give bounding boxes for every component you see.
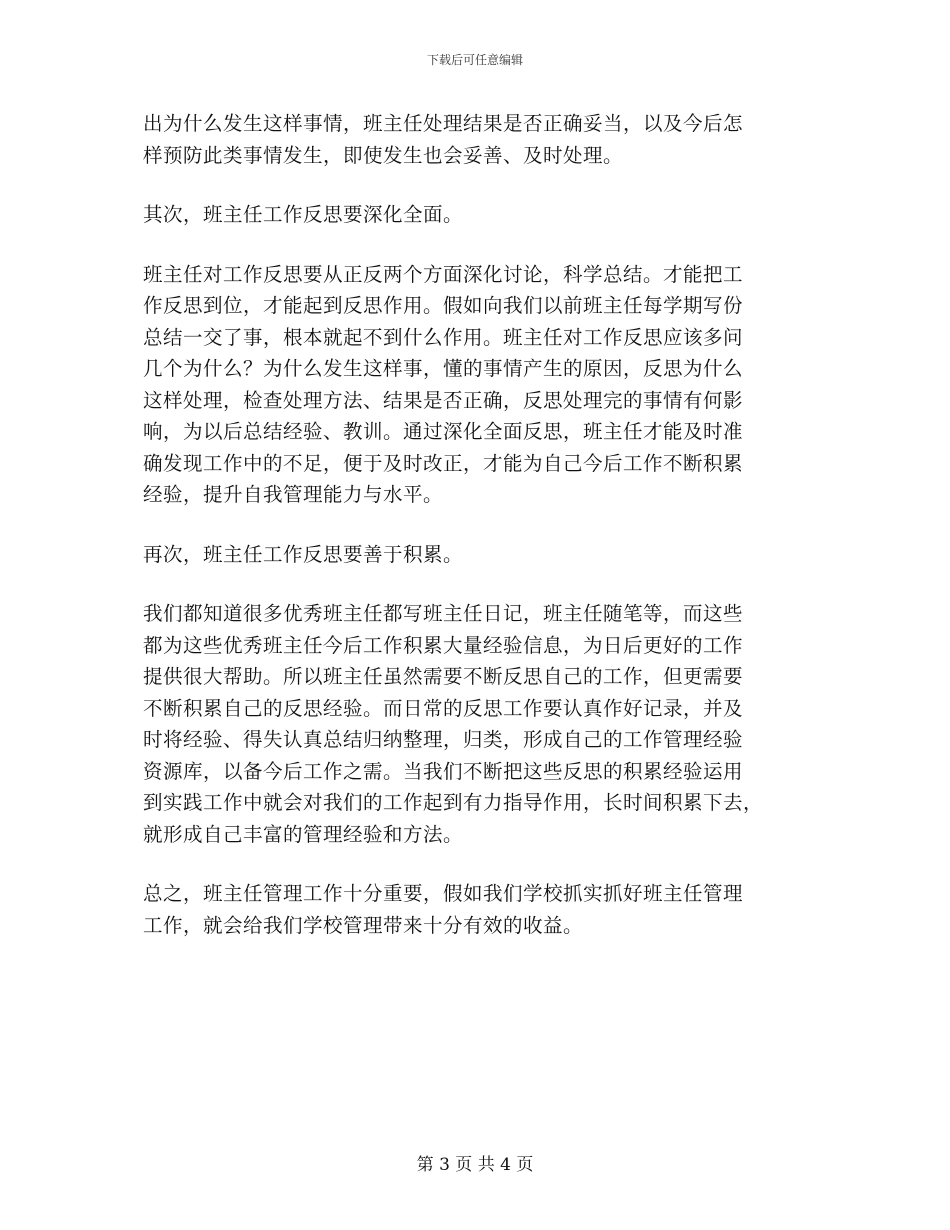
text-line: 几个为什么？为什么发生这样事，懂的事情产生的原因，反思为什么	[143, 357, 744, 380]
page-header: 下载后可任意编辑	[426, 53, 523, 67]
section-heading	[143, 539, 807, 571]
paragraph	[143, 878, 807, 941]
text-line: 其次，班主任工作反思要深化全面。	[143, 203, 464, 226]
text-line: 确发现工作中的不足，便于及时改正，才能为自己今后工作不断积累	[143, 451, 744, 475]
text-line: 时将经验、得失认真总结归纳整理，归类，形成自己的工作管理经验	[143, 728, 744, 751]
paragraph	[143, 598, 807, 850]
text-line: 不断积累自己的反思经验。而日常的反思工作要认真作好记录，并及	[143, 696, 744, 720]
text-line: 样预防此类事情发生，即使发生也会妥善、及时处理。	[143, 143, 624, 167]
text-line: 资源库，以备今后工作之需。当我们不断把这些反思的积累经验运用	[143, 759, 744, 783]
text-line: 提供很大帮助。所以班主任虽然需要不断反思自己的工作，但更需要	[143, 665, 744, 688]
text-line: 总之，班主任管理工作十分重要，假如我们学校抓实抓好班主任管理	[143, 882, 744, 905]
text-line: 都为这些优秀班主任今后工作积累大量经验信息，为日后更好的工作	[143, 633, 744, 657]
text-line: 就形成自己丰富的管理经验和方法。	[143, 822, 464, 846]
text-line: 经验，提升自我管理能力与水平。	[143, 483, 444, 506]
text-line: 再次，班主任工作反思要善于积累。	[143, 542, 464, 566]
text-line: 响，为以后总结经验、教训。通过深化全面反思，班主任才能及时准	[143, 420, 744, 443]
section-heading	[143, 199, 807, 231]
paragraph	[143, 259, 807, 511]
document-body	[143, 108, 807, 969]
text-line: 班主任对工作反思要从正反两个方面深化讨论，科学总结。才能把工	[143, 262, 744, 286]
text-line: 作反思到位，才能起到反思作用。假如向我们以前班主任每学期写份	[143, 294, 744, 317]
text-line: 这样处理，检查处理方法、结果是否正确，反思处理完的事情有何影	[143, 388, 744, 412]
page-number-footer: 第 3 页 共 4 页	[416, 1155, 534, 1175]
text-line: 出为什么发生这样事情，班主任处理结果是否正确妥当，以及今后怎	[143, 112, 744, 135]
paragraph	[143, 108, 807, 171]
text-line: 我们都知道很多优秀班主任都写班主任日记，班主任随笔等，而这些	[143, 602, 744, 625]
text-line: 到实践工作中就会对我们的工作起到有力指导作用，长时间积累下去，	[143, 791, 764, 814]
text-line: 工作，就会给我们学校管理带来十分有效的收益。	[143, 913, 584, 937]
text-line: 总结一交了事，根本就起不到什么作用。班主任对工作反思应该多问	[143, 325, 744, 349]
